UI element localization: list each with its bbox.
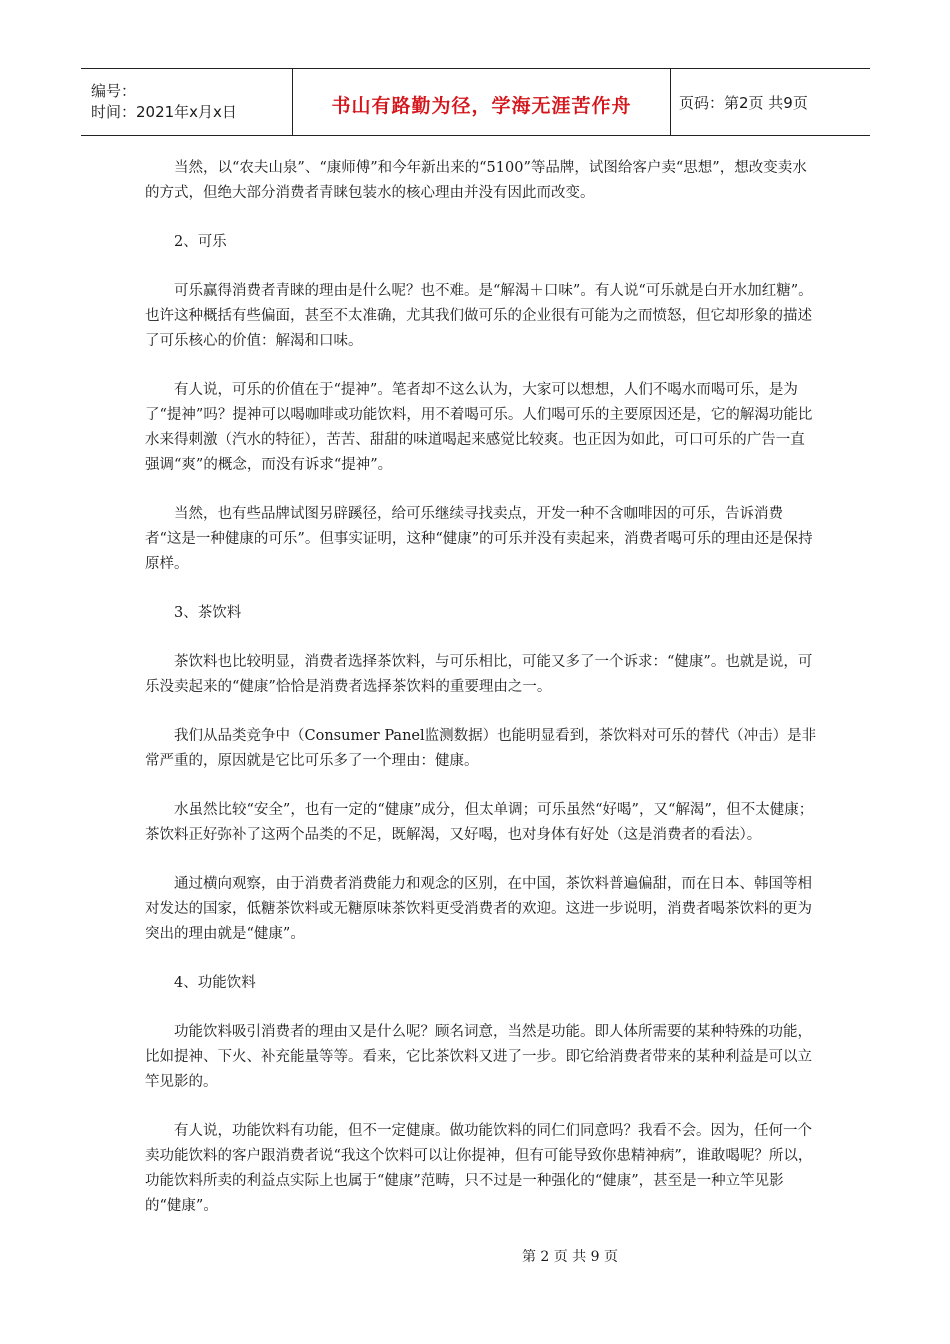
date-label: 时间：2021年x月x日 <box>91 103 237 121</box>
page-footer <box>0 1246 950 1266</box>
paragraph: 有人说，功能饮料有功能，但不一定健康。做功能饮料的同仁们同意吗？我看不会。因为，任何一个卖功能饮料的客户跟消费者说“我这个饮料可以让你提神，但有可能导致你患精神病”，谁敢喝呢？所以，功能饮料所卖的利益点实际上也属于“健康”范畴，只不过是一种强化的“健康”，甚至是一种立竿见影的“健康”。 <box>145 1123 813 1214</box>
page-header <box>81 68 870 136</box>
paragraph: 当然，以“农夫山泉”、“康师傅”和今年新出来的“5100”等品牌，试图给客户卖“思想”，想改变卖水的方式，但绝大部分消费者青睐包装水的核心理由并没有因此而改变。 <box>145 160 807 201</box>
paragraph: 水虽然比较“安全”，也有一定的“健康”成分，但太单调；可乐虽然“好喝”，又“解渴”，但不太健康；茶饮料正好弥补了这两个品类的不足，既解渴，又好喝，也对身体有好处（这是消费者的看法）。 <box>145 802 814 843</box>
paragraph: 功能饮料吸引消费者的理由又是什么呢？顾名词意，当然是功能。即人体所需要的某种特殊的功能，比如提神、下火、补充能量等等。看来，它比茶饮料又进了一步。即它给消费者带来的某种利益是可以立竿见影的。 <box>145 1024 812 1090</box>
header-motto-cell <box>293 69 671 136</box>
page-label: 页码：第2页 共9页 <box>679 93 808 112</box>
paragraph: 当然，也有些品牌试图另辟蹊径，给可乐继续寻找卖点，开发一种不含咖啡因的可乐，告诉消费者“这是一种健康的可乐”。但事实证明，这种“健康”的可乐并没有卖起来，消费者喝可乐的理由还是保持原样。 <box>145 506 813 572</box>
section-heading: 2、可乐 <box>174 234 227 250</box>
footer-page-number: 第 2 页 共 9 页 <box>521 1249 619 1265</box>
paragraph: 通过横向观察，由于消费者消费能力和观念的区别，在中国，茶饮料普遍偏甜，而在日本、韩国等相对发达的国家，低糖茶饮料或无糖原味茶饮料更受消费者的欢迎。这进一步说明，消费者喝茶饮料的更为突出的理由就是“健康”。 <box>145 876 812 942</box>
paragraph: 茶饮料也比较明显，消费者选择茶饮料，与可乐相比，可能又多了一个诉求：“健康”。也就是说，可乐没卖起来的“健康”恰恰是消费者选择茶饮料的重要理由之一。 <box>145 654 813 695</box>
serial-label: 编号： <box>91 82 137 100</box>
header-page-cell <box>671 69 871 136</box>
section-heading: 4、功能饮料 <box>174 975 256 991</box>
header-meta <box>81 69 293 136</box>
paragraph: 可乐赢得消费者青睐的理由是什么呢？也不难。是“解渴＋口味”。有人说“可乐就是白开水加红糖”。也许这种概括有些偏面，甚至不太准确，尤其我们做可乐的企业很有可能为之而愤怒，但它却形象的描述了可乐核心的价值：解渴和口味。 <box>145 283 813 349</box>
paragraph: 我们从品类竞争中（Consumer Panel监测数据）也能明显看到，茶饮料对可乐的替代（冲击）是非常严重的，原因就是它比可乐多了一个理由：健康。 <box>145 728 817 769</box>
paragraph: 有人说，可乐的价值在于“提神”。笔者却不这么认为，大家可以想想，人们不喝水而喝可乐，是为了“提神”吗？提神可以喝咖啡或功能饮料，用不着喝可乐。人们喝可乐的主要原因还是，它的解渴功能比水来得刺激（汽水的特征），苦苦、甜甜的味道喝起来感觉比较爽。也正因为如此，可口可乐的广告一直强调“爽”的概念，而没有诉求“提神”。 <box>145 382 813 473</box>
motto-text: 书山有路勤为径，学海无涯苦作舟 <box>331 94 632 117</box>
document-body <box>145 156 817 1243</box>
section-heading: 3、茶饮料 <box>174 605 242 621</box>
